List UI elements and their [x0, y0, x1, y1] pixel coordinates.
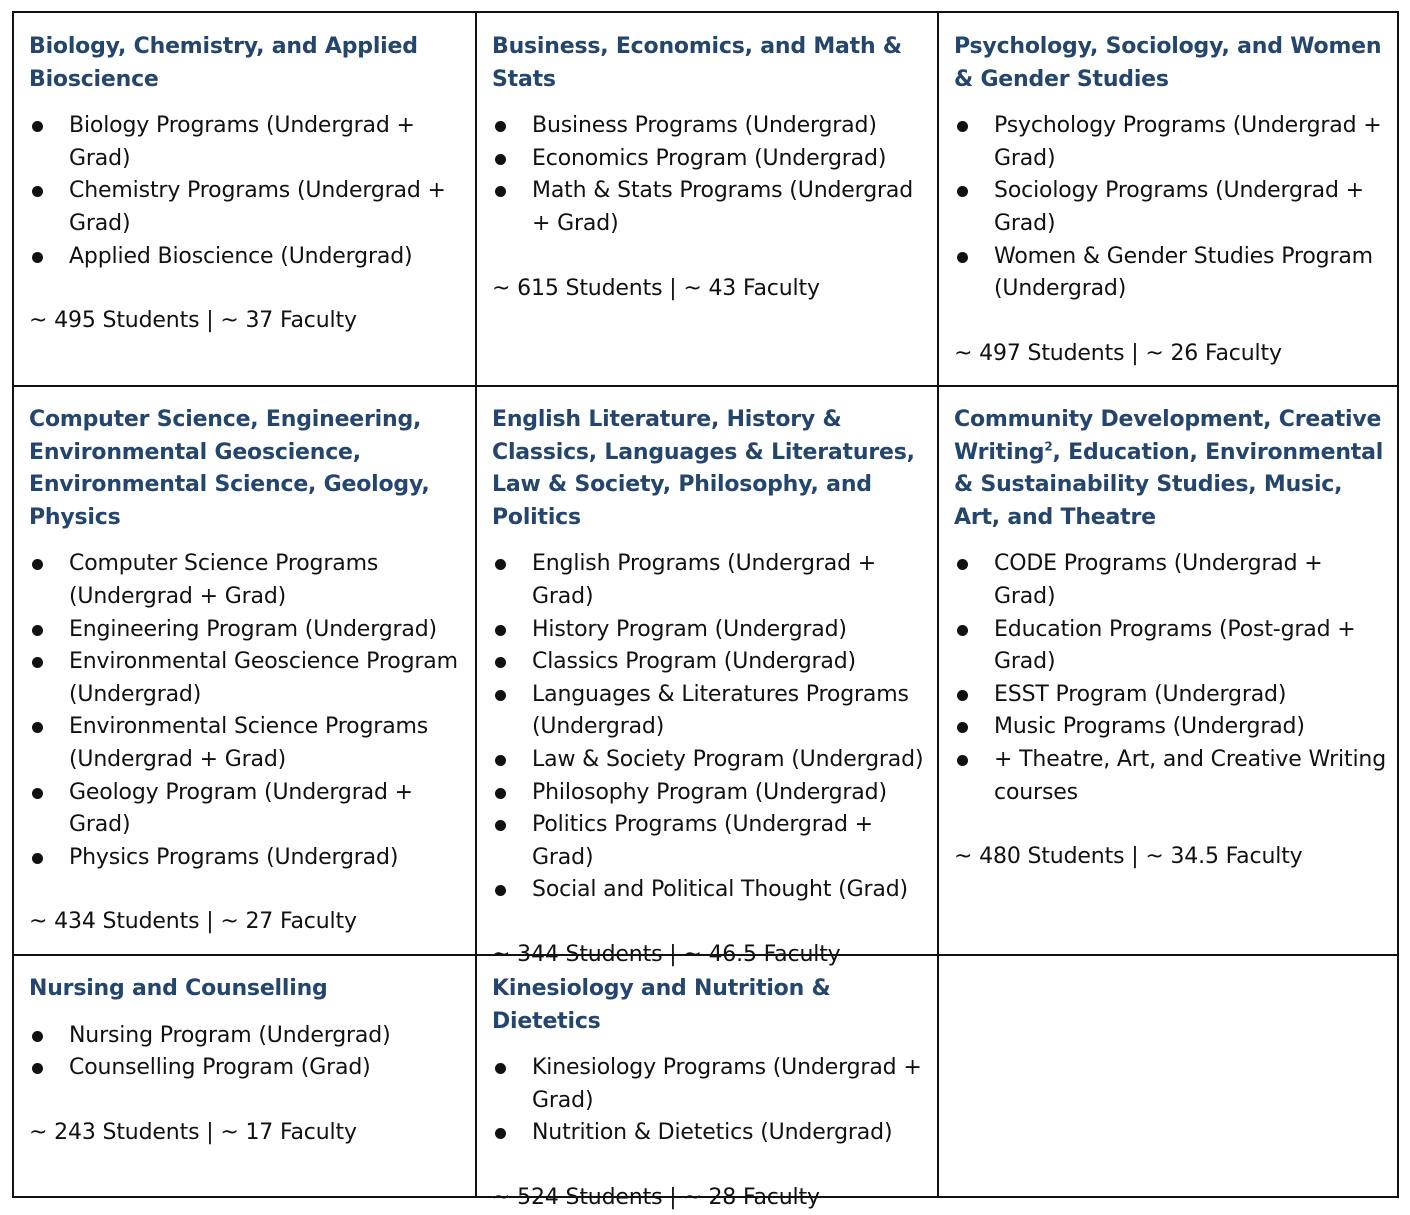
enrollment-stats: ~ 480 Students | ~ 34.5 Faculty	[954, 844, 1303, 870]
bullet-icon	[495, 154, 506, 165]
program-item: Education Programs (Post-grad + Grad)	[954, 614, 1389, 679]
program-item: Politics Programs (Undergrad + Grad)	[492, 809, 927, 874]
bullet-icon	[495, 755, 506, 766]
program-list	[492, 1052, 927, 1150]
cell-title: Community Development, Creative Writing$^2$, Education, Environmental & Sustainability Studies, Music, Art, and Theatre	[954, 407, 1384, 530]
enrollment-stats: ~ 497 Students | ~ 26 Faculty	[954, 340, 1282, 366]
bullet-icon	[957, 121, 968, 132]
program-item: Environmental Science Programs (Undergrad + Grad)	[29, 711, 465, 776]
program-item: Kinesiology Programs (Undergrad + Grad)	[492, 1052, 927, 1117]
program-item: Psychology Programs (Undergrad + Grad)	[954, 110, 1389, 175]
enrollment-stats: ~ 524 Students | ~ 28 Faculty	[492, 1184, 820, 1210]
faculty-grid-table	[12, 11, 1399, 1210]
bullet-icon	[495, 121, 506, 132]
program-item: Environmental Geoscience Program (Undergrad)	[29, 646, 465, 711]
program-item: Music Programs (Undergrad)	[954, 711, 1389, 744]
bullet-icon	[495, 788, 506, 799]
bullet-icon	[957, 755, 968, 766]
bullet-icon	[495, 820, 506, 831]
bullet-icon	[495, 1063, 506, 1074]
program-item: Physics Programs (Undergrad)	[29, 842, 465, 875]
program-item: Classics Program (Undergrad)	[492, 646, 927, 679]
bullet-icon	[32, 186, 43, 197]
program-list	[492, 548, 927, 907]
bullet-icon	[495, 657, 506, 668]
bullet-icon	[495, 885, 506, 896]
program-item: Languages & Literatures Programs (Undergrad)	[492, 679, 927, 744]
bullet-icon	[957, 559, 968, 570]
program-list	[29, 548, 465, 874]
enrollment-stats: ~ 344 Students | ~ 46.5 Faculty	[492, 941, 841, 967]
cell-title: Biology, Chemistry, and Applied Bioscience	[29, 34, 418, 92]
cell-title: Computer Science, Engineering, Environmental Geoscience, Environmental Science, Geology, Physics	[29, 407, 430, 530]
program-list	[29, 1020, 465, 1085]
bullet-icon	[32, 121, 43, 132]
enrollment-stats: ~ 434 Students | ~ 27 Faculty	[29, 909, 357, 935]
cell-computer-science-engineering	[14, 404, 475, 939]
cell-biology-chemistry	[14, 31, 475, 338]
program-list	[954, 110, 1389, 306]
footnote-marker: 2	[1044, 439, 1053, 454]
program-item: Geology Program (Undergrad + Grad)	[29, 777, 465, 842]
bullet-icon	[32, 625, 43, 636]
bullet-icon	[957, 690, 968, 701]
cell-title: Nursing and Counselling	[29, 976, 328, 1001]
enrollment-stats: ~ 243 Students | ~ 17 Faculty	[29, 1119, 357, 1145]
program-item: Counselling Program (Grad)	[29, 1052, 465, 1085]
program-item: Nursing Program (Undergrad)	[29, 1020, 465, 1053]
program-item: Math & Stats Programs (Undergrad + Grad)	[492, 175, 927, 240]
bullet-icon	[32, 788, 43, 799]
bullet-icon	[32, 722, 43, 733]
program-item: ESST Program (Undergrad)	[954, 679, 1389, 712]
cell-title: Kinesiology and Nutrition & Dietetics	[492, 976, 831, 1034]
program-list	[29, 110, 465, 273]
enrollment-stats: ~ 495 Students | ~ 37 Faculty	[29, 308, 357, 334]
cell-business-economics	[477, 31, 937, 305]
program-item: Applied Bioscience (Undergrad)	[29, 241, 465, 274]
program-item: + Theatre, Art, and Creative Writing courses	[954, 744, 1389, 809]
cell-nursing-counselling	[14, 973, 475, 1149]
program-item: Law & Society Program (Undergrad)	[492, 744, 927, 777]
program-item: Women & Gender Studies Program (Undergrad)	[954, 241, 1389, 306]
bullet-icon	[495, 186, 506, 197]
program-item: History Program (Undergrad)	[492, 614, 927, 647]
bullet-icon	[957, 625, 968, 636]
bullet-icon	[495, 690, 506, 701]
bullet-icon	[32, 657, 43, 668]
bullet-icon	[32, 1063, 43, 1074]
cell-kinesiology-nutrition	[477, 973, 937, 1215]
bullet-icon	[495, 625, 506, 636]
cell-community-development-arts	[939, 404, 1399, 874]
cell-title: Psychology, Sociology, and Women & Gender Studies	[954, 34, 1382, 92]
bullet-icon	[957, 186, 968, 197]
bullet-icon	[32, 853, 43, 864]
program-list	[954, 548, 1389, 809]
program-item: CODE Programs (Undergrad + Grad)	[954, 548, 1389, 613]
program-list	[492, 110, 927, 240]
program-item: English Programs (Undergrad + Grad)	[492, 548, 927, 613]
row-divider	[14, 385, 1397, 387]
program-item: Computer Science Programs (Undergrad + Grad)	[29, 548, 465, 613]
bullet-icon	[495, 1128, 506, 1139]
program-item: Engineering Program (Undergrad)	[29, 614, 465, 647]
program-item: Business Programs (Undergrad)	[492, 110, 927, 143]
program-item: Social and Political Thought (Grad)	[492, 874, 927, 907]
program-item: Sociology Programs (Undergrad + Grad)	[954, 175, 1389, 240]
bullet-icon	[957, 252, 968, 263]
bullet-icon	[32, 559, 43, 570]
enrollment-stats: ~ 615 Students | ~ 43 Faculty	[492, 275, 820, 301]
bullet-icon	[32, 1031, 43, 1042]
program-item: Economics Program (Undergrad)	[492, 143, 927, 176]
program-item: Nutrition & Dietetics (Undergrad)	[492, 1117, 927, 1150]
bullet-icon	[495, 559, 506, 570]
cell-english-history-philosophy	[477, 404, 937, 972]
cell-psychology-sociology	[939, 31, 1399, 370]
program-item: Philosophy Program (Undergrad)	[492, 777, 927, 810]
bullet-icon	[957, 722, 968, 733]
bullet-icon	[32, 252, 43, 263]
program-item: Chemistry Programs (Undergrad + Grad)	[29, 175, 465, 240]
program-item: Biology Programs (Undergrad + Grad)	[29, 110, 465, 175]
cell-title: Business, Economics, and Math & Stats	[492, 34, 902, 92]
cell-title: English Literature, History & Classics, Languages & Literatures, Law & Society, Philosophy, and Politics	[492, 407, 915, 530]
